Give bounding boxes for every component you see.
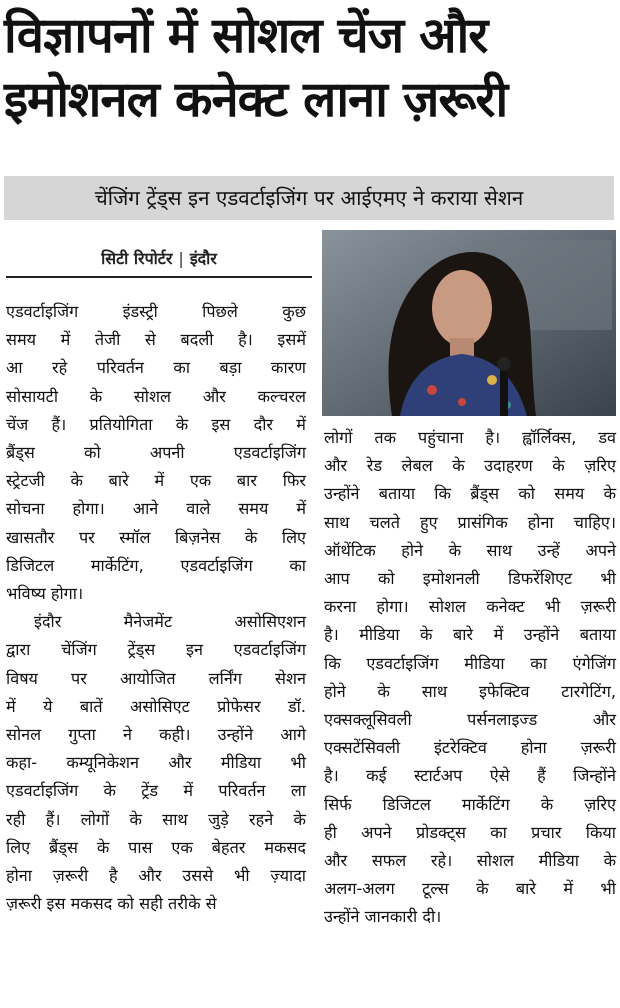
article-line: भविष्य होगा।: [6, 584, 84, 604]
article-line: है। मीडिया के बारे में उन्होंने बताया: [324, 625, 616, 645]
article-line: सिर्फ डिजिटल मार्केटिंग के ज़रिए: [324, 794, 616, 814]
article-line: स्ट्रेटजी के बारे में एक बार फिर: [6, 471, 306, 491]
article-line: होना ज़रूरी है और उससे भी ज़्यादा: [6, 866, 306, 886]
article-line: अलग-अलग टूल्स के बारे में भी: [324, 879, 616, 899]
article-line: कि एडवर्टाइजिंग मीडिया का एंगेजिंग: [324, 653, 616, 673]
headline: [4, 4, 616, 132]
article-line: आ रहे परिवर्तन का बड़ा कारण: [6, 358, 306, 378]
article-line: द्वारा चेंजिंग ट्रेंड्स इन एडवर्टाइजिंग: [6, 640, 306, 660]
article-line: उन्होंने बताया कि ब्रैंड्स को समय के: [324, 484, 616, 504]
article-line: लोगों तक पहुंचाना है। ह्वॉर्लिक्स, डव: [324, 428, 616, 447]
byline: [6, 240, 312, 278]
article-line: डिजिटल मार्केटिंग, एडवर्टाइजिंग का: [6, 555, 306, 575]
article-line: और सफल रहे। सोशल मीडिया के: [324, 851, 616, 871]
speaker-portrait-image: [322, 230, 616, 416]
article-line: चेंज हैं। प्रतियोगिता के इस दौर में: [6, 414, 306, 434]
subheadline-banner: [4, 176, 614, 220]
article-line: सोचना होगा। आने वाले समय में: [6, 499, 306, 519]
subheadline-text: चेंजिंग ट्रेंड्स इन एडवर्टाइजिंग पर आईएमए ने कराया सेशन: [94, 186, 524, 210]
article-line: ज़रूरी इस मकसद को सही तरीके से: [6, 894, 217, 914]
article-left-column: [6, 298, 306, 918]
byline-separator: |: [178, 248, 184, 268]
article-line: साथ चलते हुए प्रासंगिक होना चाहिए।: [324, 512, 616, 532]
article-line: और रेड लेबल के उदाहरण के ज़रिए: [324, 456, 616, 476]
article-line: करना होगा। सोशल कनेक्ट भी ज़रूरी: [324, 597, 616, 617]
article-line: रही हैं। लोगों के साथ जुड़े रहने के: [6, 809, 306, 829]
byline-city: इंदौर: [189, 249, 217, 268]
article-line: एडवर्टाइजिंग इंडस्ट्री पिछले कुछ: [6, 302, 306, 321]
article-line: इंदौर मैनेजमेंट असोसिएशन: [34, 612, 306, 632]
article-line: खासतौर पर स्मॉल बिज़नेस के लिए: [6, 527, 306, 547]
article-line: ही अपने प्रोडक्ट्स का प्रचार किया: [324, 822, 616, 842]
headline-line-2: इमोशनल कनेक्ट लाना ज़रूरी: [4, 71, 508, 128]
article-line: आप को इमोशनली डिफरेंशिएट भी: [324, 569, 616, 589]
article-line: विषय पर आयोजित लर्निंग सेशन: [6, 668, 306, 688]
article-line: सोसायटी के सोशल और कल्चरल: [6, 386, 306, 406]
article-line: लिए ब्रैंड्स के पास एक बेहतर मकसद: [6, 837, 306, 857]
byline-reporter: सिटी रिपोर्टर: [101, 249, 173, 268]
article-line: कहा- कम्यूनिकेशन और मीडिया भी: [6, 753, 306, 773]
article-line: है। कई स्टार्टअप ऐसे हैं जिन्होंने: [324, 766, 616, 786]
article-line: होने के साथ इफेक्टिव टारगेटिंग,: [324, 681, 616, 701]
article-line: समय में तेजी से बदली है। इसमें: [6, 330, 306, 350]
article-line: एक्सक्लूसिवली पर्सनलाइज्ड और: [324, 710, 616, 730]
speaker-photo: [322, 230, 616, 416]
article-line: सोनल गुप्ता ने कही। उन्होंने आगे: [6, 725, 306, 745]
article-right-column: [324, 424, 616, 932]
article-line: एडवर्टाइजिंग के ट्रेंड में परिवर्तन ला: [6, 781, 306, 801]
article-line: उन्होंने जानकारी दी।: [324, 907, 442, 927]
article-line: एक्सटेंसिवली इंटरेक्टिव होना ज़रूरी: [324, 738, 616, 758]
article-line: में ये बातें असोसिएट प्रोफेसर डॉ.: [6, 696, 306, 716]
article-line: ब्रैंड्स को अपनी एडवर्टाइजिंग: [6, 443, 306, 463]
article-line: ऑथेंटिक होने के साथ उन्हें अपने: [324, 540, 616, 560]
headline-line-1: विज्ञापनों में सोशल चेंज और: [4, 7, 488, 64]
